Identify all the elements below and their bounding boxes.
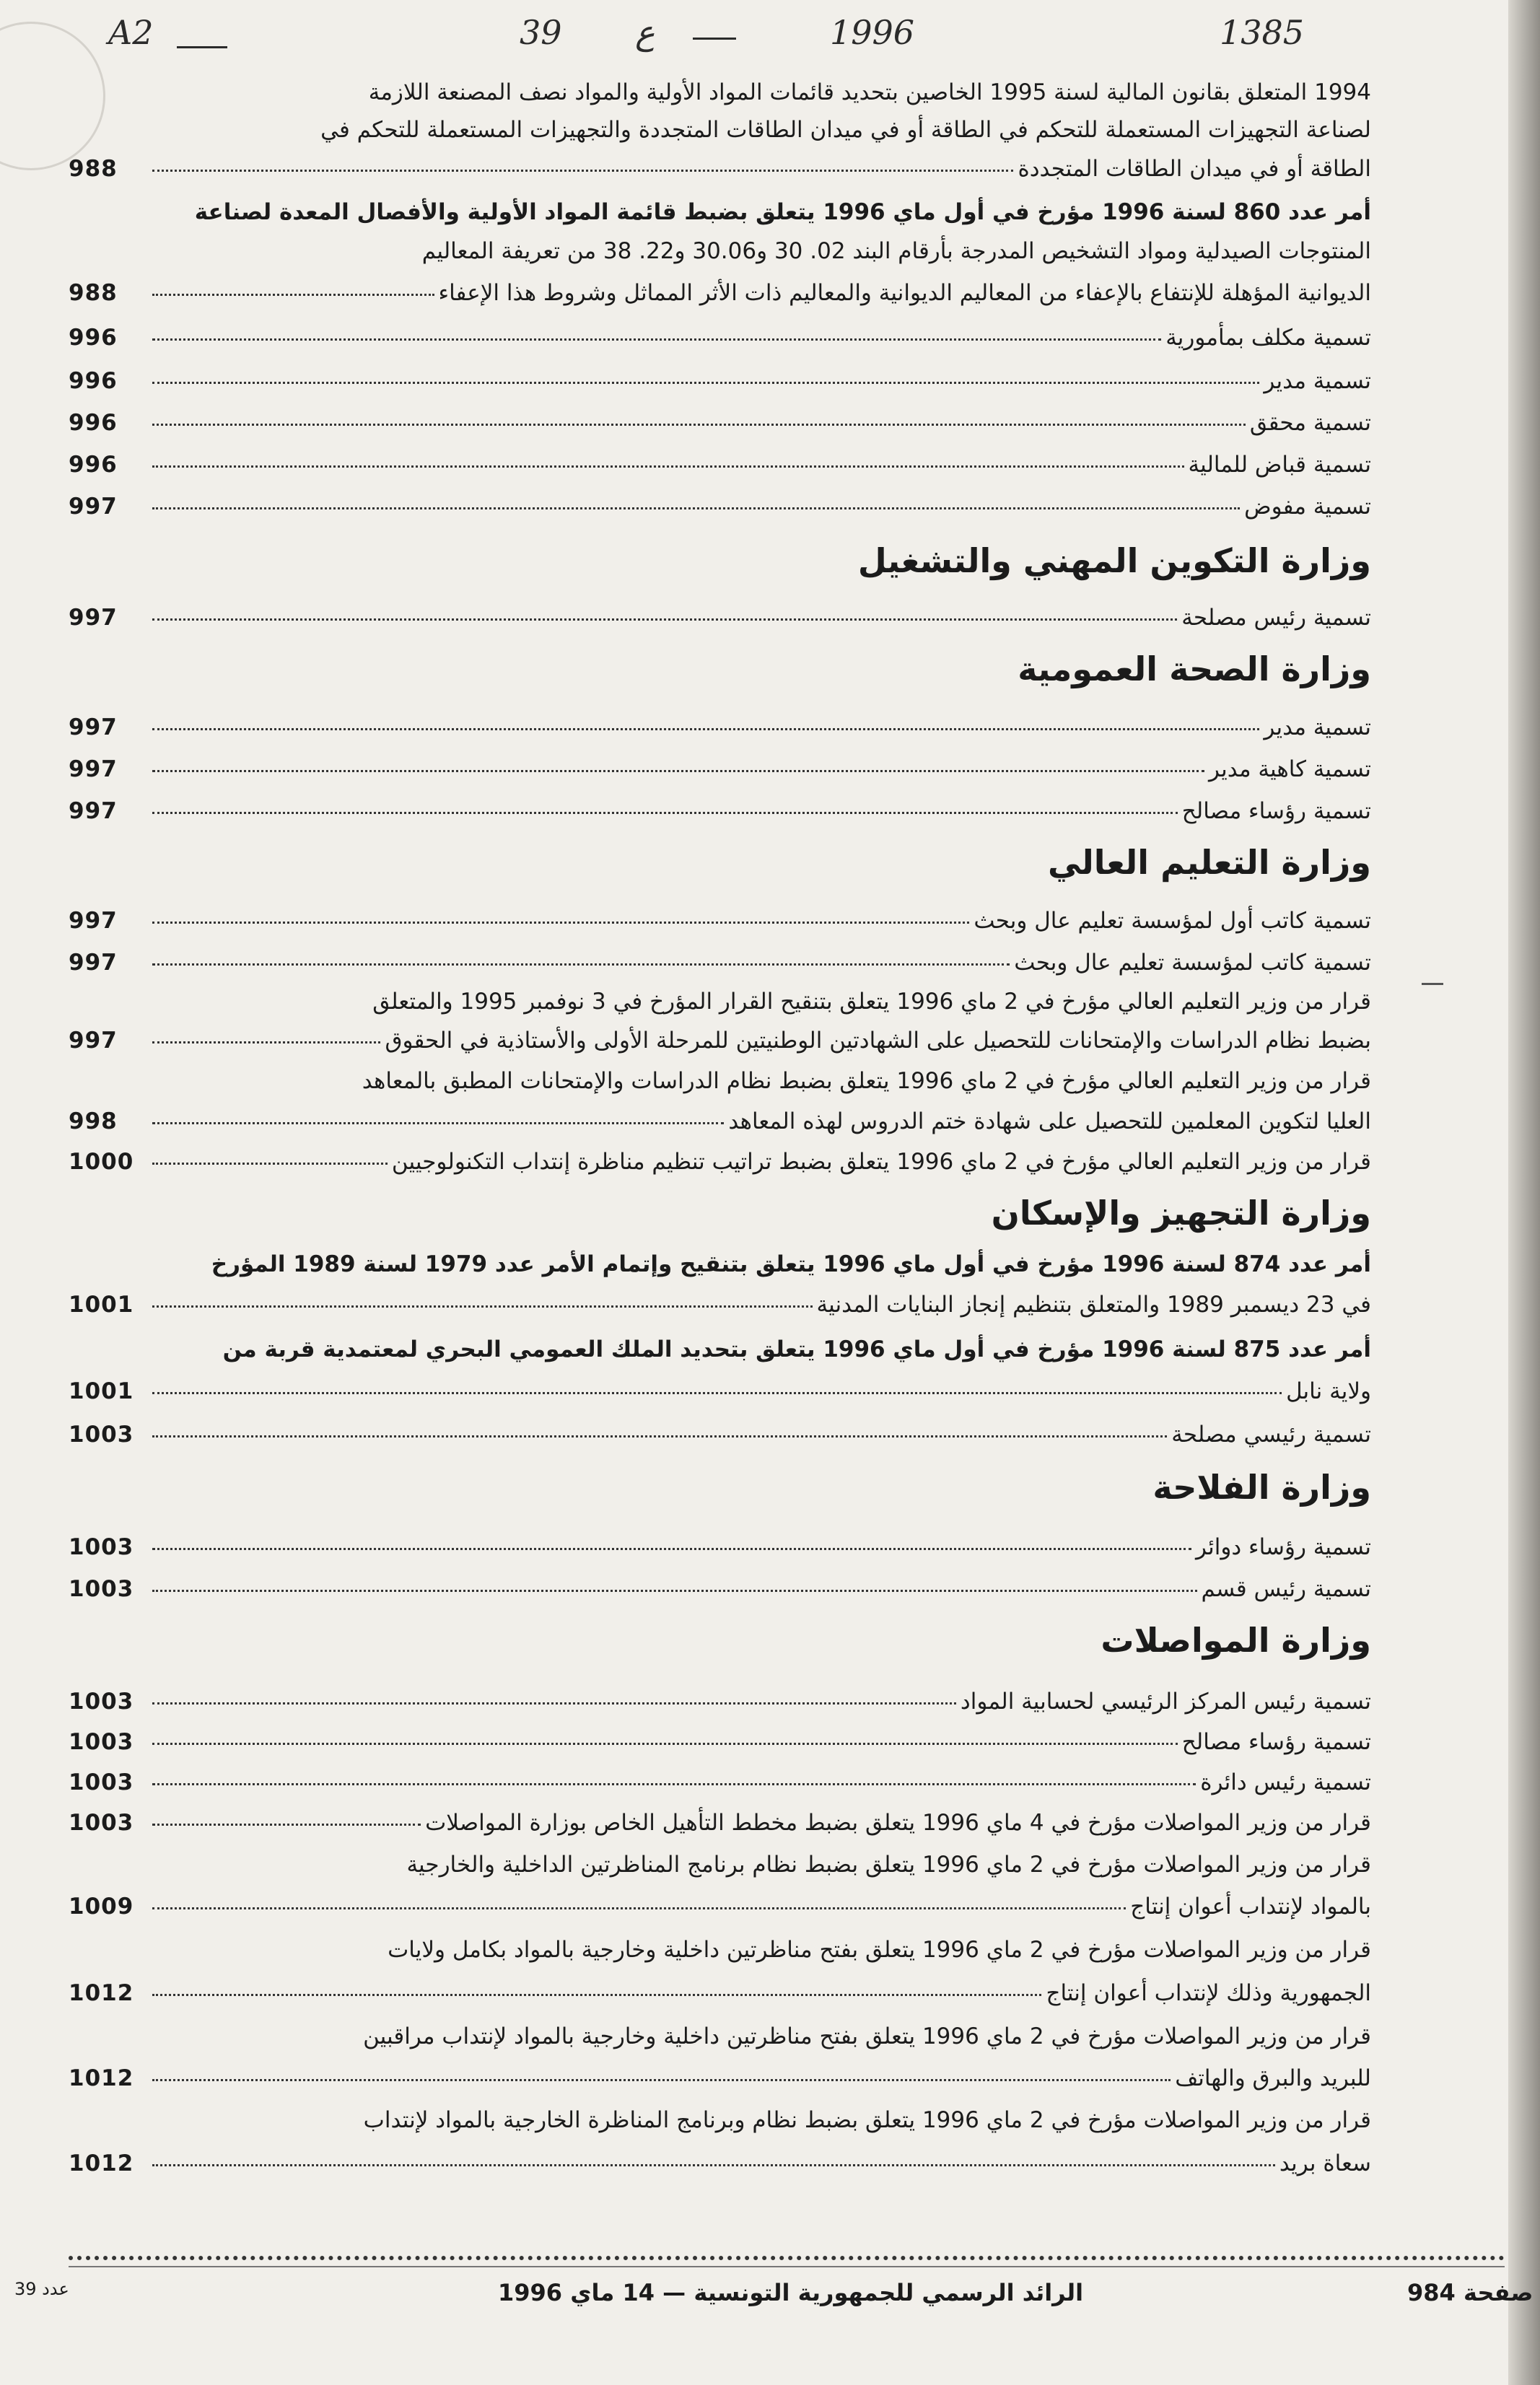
toc-entry-text: تسمية مكلف بمأمورية xyxy=(1165,325,1371,351)
dot-leader xyxy=(152,1435,1167,1437)
toc-entry-line: قرار من وزير المواصلات مؤرخ في 2 ماي 1996 يتعلق بضبط نظام برنامج المناظرتين الداخلية والخارجية xyxy=(406,1852,1371,1878)
dot-leader xyxy=(152,338,1161,341)
toc-entry-line: الطاقة أو في ميدان الطاقات المتجددة xyxy=(1018,156,1371,182)
toc-page-number: 997 xyxy=(69,756,118,782)
toc-page-number: 996 xyxy=(69,410,118,436)
toc-page-number: 997 xyxy=(69,950,118,976)
toc-entry-text: قرار من وزير التعليم العالي مؤرخ في 2 ماي 1996 يتعلق بضبط تراتيب تنظيم مناظرة إنتداب التكنولوجيين xyxy=(391,1149,1371,1175)
toc-page-number: 1003 xyxy=(69,1422,134,1448)
toc-entry-text: تسمية مفوض xyxy=(1244,494,1371,520)
dot-leader xyxy=(152,769,1204,772)
toc-entry-line: 1994 المتعلق بقانون المالية لسنة 1995 الخاصين بتحديد قائمات المواد الأولية والمواد نصف المصنعة اللازمة xyxy=(368,79,1371,105)
toc-entry-text: بالمواد لإنتداب أعوان إنتاج xyxy=(1130,1894,1371,1920)
toc-entry-text: ولاية نابل xyxy=(1286,1378,1371,1404)
toc-page-number: 997 xyxy=(69,798,118,824)
toc-entry xyxy=(148,1534,1371,1560)
toc-entry xyxy=(148,368,1371,394)
toc-entry xyxy=(148,1028,1371,1054)
toc-entry xyxy=(148,1378,1371,1404)
toc-page-number: 996 xyxy=(69,452,118,478)
toc-entry-text: تسمية كاهية مدير xyxy=(1208,756,1371,782)
handwritten-note: ع xyxy=(635,13,655,52)
toc-entry-line: أمر عدد 875 لسنة 1996 مؤرخ في أول ماي 1996 يتعلق بتحديد الملك العمومي البحري لمعتمدية قربة من xyxy=(222,1336,1371,1362)
toc-page-number: 997 xyxy=(69,605,118,631)
toc-entry-text: تسمية محقق xyxy=(1249,410,1371,436)
toc-entry-line: قرار من وزير المواصلات مؤرخ في 2 ماي 1996 يتعلق بفتح مناظرتين داخلية وخارجية بالمواد لإنتداب مراقبين xyxy=(363,2023,1371,2049)
toc-entry xyxy=(148,1689,1371,1715)
toc-entry-text: بضبط نظام الدراسات والإمتحانات للتحصيل على الشهادتين الوطنيتين للمرحلة الأولى والأستاذية في الحقوق xyxy=(385,1028,1371,1054)
toc-entry xyxy=(148,280,1371,306)
toc-entry xyxy=(148,798,1371,824)
toc-page-number: 997 xyxy=(69,714,118,740)
toc-page-number: 1003 xyxy=(69,1810,134,1836)
dot-leader xyxy=(152,1547,1191,1550)
toc-page-number: 1003 xyxy=(69,1576,134,1602)
toc-page-number: 997 xyxy=(69,908,118,934)
ministry-heading: وزارة المواصلات xyxy=(1101,1621,1371,1660)
toc-entry xyxy=(148,1149,1371,1175)
toc-entry-text: تسمية رئيس مصلحة xyxy=(1181,605,1371,631)
toc-entry xyxy=(148,1980,1371,2006)
toc-entry-text: تسمية رئيس دائرة xyxy=(1200,1769,1371,1795)
toc-entry xyxy=(148,1576,1371,1602)
toc-entry-text: تسمية كاتب أول لمؤسسة تعليم عال وبحث xyxy=(974,908,1371,934)
dot-leader xyxy=(152,1782,1196,1785)
toc-page-number: 1001 xyxy=(69,1378,134,1404)
toc-entry-text: العليا لتكوين المعلمين للتحصيل على شهادة ختم الدروس لهذه المعاهد xyxy=(728,1108,1371,1134)
dot-leader xyxy=(152,921,969,924)
toc-entry-line: الديوانية المؤهلة للإنتفاع بالإعفاء من المعاليم الديوانية والمعاليم ذات الأثر المماثل وشروط هذا الإعفاء xyxy=(438,280,1371,306)
toc-entry xyxy=(148,2150,1371,2176)
toc-entry-text: تسمية رؤساء مصالح xyxy=(1181,1729,1371,1755)
ministry-heading: وزارة التكوين المهني والتشغيل xyxy=(857,541,1371,580)
handwritten-stroke xyxy=(693,38,736,40)
dot-leader xyxy=(152,1823,421,1826)
toc-entry xyxy=(148,410,1371,436)
toc-page-number: 988 xyxy=(69,156,118,182)
dot-leader xyxy=(152,1993,1041,1996)
footer-divider xyxy=(69,2266,1505,2267)
ministry-heading: وزارة الصحة العمومية xyxy=(1018,649,1371,688)
dot-leader xyxy=(152,811,1178,814)
footer-journal-title: الرائد الرسمي للجمهورية التونسية — 14 ماي 1996 xyxy=(498,2279,1084,2306)
toc-entry xyxy=(148,605,1371,631)
toc-entry xyxy=(148,714,1371,740)
dot-leader xyxy=(152,293,434,296)
toc-entry-text: تسمية رؤساء مصالح xyxy=(1181,798,1371,824)
toc-entry-line: لصناعة التجهيزات المستعملة للتحكم في الطاقة أو في ميدان الطاقات المتجددة والتجهيزات المستعملة للتحكم في xyxy=(320,117,1371,143)
toc-entry-line: قرار من وزير المواصلات مؤرخ في 2 ماي 1996 يتعلق بضبط نظام وبرنامج المناظرة الخارجية بالمواد لإنتداب xyxy=(363,2107,1371,2133)
dot-leader xyxy=(152,963,1010,966)
toc-entry-line: المنتوجات الصيدلية ومواد التشخيص المدرجة بأرقام البند 02. 30 و30.06 و22. 38 من تعريفة المعاليم xyxy=(421,238,1371,264)
toc-entry-text: في 23 ديسمبر 1989 والمتعلق بتنظيم إنجاز البنايات المدنية xyxy=(816,1292,1371,1318)
dot-leader xyxy=(152,1907,1126,1909)
toc-entry-text: قرار من وزير المواصلات مؤرخ في 4 ماي 1996 يتعلق بضبط مخطط التأهيل الخاص بوزارة المواصلات xyxy=(425,1810,1371,1836)
margin-mark xyxy=(1422,983,1443,985)
toc-entry xyxy=(148,950,1371,976)
toc-entry xyxy=(148,1769,1371,1795)
toc-page-number: 997 xyxy=(69,494,118,520)
toc-entry-text: تسمية قباض للمالية xyxy=(1188,452,1371,478)
ministry-heading: وزارة الفلاحة xyxy=(1152,1468,1371,1507)
handwritten-stroke xyxy=(177,46,227,48)
handwritten-note: A2 xyxy=(108,13,154,52)
toc-page-number: 1001 xyxy=(69,1292,134,1318)
toc-entry xyxy=(148,756,1371,782)
dot-leader xyxy=(152,618,1177,621)
toc-entry-text: تسمية رئيس قسم xyxy=(1201,1576,1371,1602)
toc-page-number: 1000 xyxy=(69,1149,134,1175)
toc-entry xyxy=(148,1422,1371,1448)
toc-entry xyxy=(148,156,1371,182)
footer-page-label: صفحة 984 xyxy=(1407,2279,1534,2306)
ministry-heading: وزارة التجهيز والإسكان xyxy=(991,1194,1371,1233)
dot-leader xyxy=(152,1391,1282,1394)
toc-page-number: 1003 xyxy=(69,1769,134,1795)
dot-leader xyxy=(152,381,1259,384)
toc-entry xyxy=(148,1108,1371,1134)
toc-entry xyxy=(148,908,1371,934)
toc-entry-text: تسمية رئيس المركز الرئيسي لحسابية المواد xyxy=(960,1689,1371,1715)
toc-page-number: 1003 xyxy=(69,1729,134,1755)
toc-entry-line: أمر عدد 874 لسنة 1996 مؤرخ في أول ماي 1996 يتعلق بتنقيح وإتمام الأمر عدد 1979 لسنة 1989 المؤرخ xyxy=(211,1251,1371,1277)
handwritten-note: 39 xyxy=(520,13,562,52)
toc-entry-text: تسمية كاتب لمؤسسة تعليم عال وبحث xyxy=(1014,950,1371,976)
toc-entry xyxy=(148,1292,1371,1318)
faded-stamp xyxy=(0,22,105,170)
toc-page-number: 1003 xyxy=(69,1534,134,1560)
toc-entry xyxy=(148,452,1371,478)
handwritten-note: 1996 xyxy=(830,13,915,52)
footer-issue-number: عدد 39 xyxy=(14,2279,69,2299)
footer-divider xyxy=(69,2256,1505,2260)
toc-entry-line: أمر عدد 860 لسنة 1996 مؤرخ في أول ماي 1996 يتعلق بضبط قائمة المواد الأولية والأفصال المعدة لصناعة xyxy=(194,199,1371,225)
toc-entry-line: قرار من وزير المواصلات مؤرخ في 2 ماي 1996 يتعلق بفتح مناظرتين داخلية وخارجية بالمواد بكامل ولايات xyxy=(388,1937,1371,1963)
toc-entry xyxy=(148,494,1371,520)
dot-leader xyxy=(152,1702,956,1704)
toc-entry xyxy=(148,1729,1371,1755)
toc-entry-text: تسمية رؤساء دوائر xyxy=(1196,1534,1371,1560)
dot-leader xyxy=(152,1041,380,1043)
toc-entry xyxy=(148,1810,1371,1836)
dot-leader xyxy=(152,1305,813,1308)
ministry-heading: وزارة التعليم العالي xyxy=(1047,843,1371,882)
dot-leader xyxy=(152,727,1259,730)
toc-entry-line: قرار من وزير التعليم العالي مؤرخ في 2 ماي 1996 يتعلق بتنقيح القرار المؤرخ في 3 نوفمبر 1995 والمتعلق xyxy=(372,989,1371,1015)
toc-page-number: 1012 xyxy=(69,2150,134,2176)
toc-entry xyxy=(148,1894,1371,1920)
dot-leader xyxy=(152,1162,388,1165)
toc-page-number: 996 xyxy=(69,325,118,351)
toc-page-number: 1009 xyxy=(69,1894,134,1920)
toc-entry-text: الجمهورية وذلك لإنتداب أعوان إنتاج xyxy=(1046,1980,1371,2006)
toc-page-number: 1012 xyxy=(69,1980,134,2006)
dot-leader xyxy=(152,507,1240,509)
toc-entry-text: للبريد والبرق والهاتف xyxy=(1175,2065,1371,2091)
dot-leader xyxy=(152,169,1013,172)
dot-leader xyxy=(152,2163,1275,2166)
dot-leader xyxy=(152,465,1184,468)
toc-page-number: 997 xyxy=(69,1028,118,1054)
toc-page-number: 996 xyxy=(69,368,118,394)
handwritten-note: 1385 xyxy=(1220,13,1305,52)
dot-leader xyxy=(152,1589,1197,1592)
toc-page-number: 1003 xyxy=(69,1689,134,1715)
toc-entry-text: تسمية رئيسي مصلحة xyxy=(1171,1422,1371,1448)
toc-page-number: 998 xyxy=(69,1108,118,1134)
dot-leader xyxy=(152,1742,1178,1745)
toc-entry xyxy=(148,2065,1371,2091)
toc-entry-text: تسمية مدير xyxy=(1264,368,1371,394)
dot-leader xyxy=(152,1121,724,1124)
toc-entry xyxy=(148,325,1371,351)
scan-edge-shadow xyxy=(1508,0,1540,2385)
dot-leader xyxy=(152,2078,1171,2081)
toc-entry-text: تسمية مدير xyxy=(1264,714,1371,740)
toc-page-number: 1012 xyxy=(69,2065,134,2091)
toc-page-number: 988 xyxy=(69,280,118,306)
toc-entry-line: قرار من وزير التعليم العالي مؤرخ في 2 ماي 1996 يتعلق بضبط نظام الدراسات والإمتحانات المطبق بالمعاهد xyxy=(362,1068,1371,1094)
dot-leader xyxy=(152,423,1246,426)
toc-entry-text: سعاة بريد xyxy=(1279,2150,1371,2176)
